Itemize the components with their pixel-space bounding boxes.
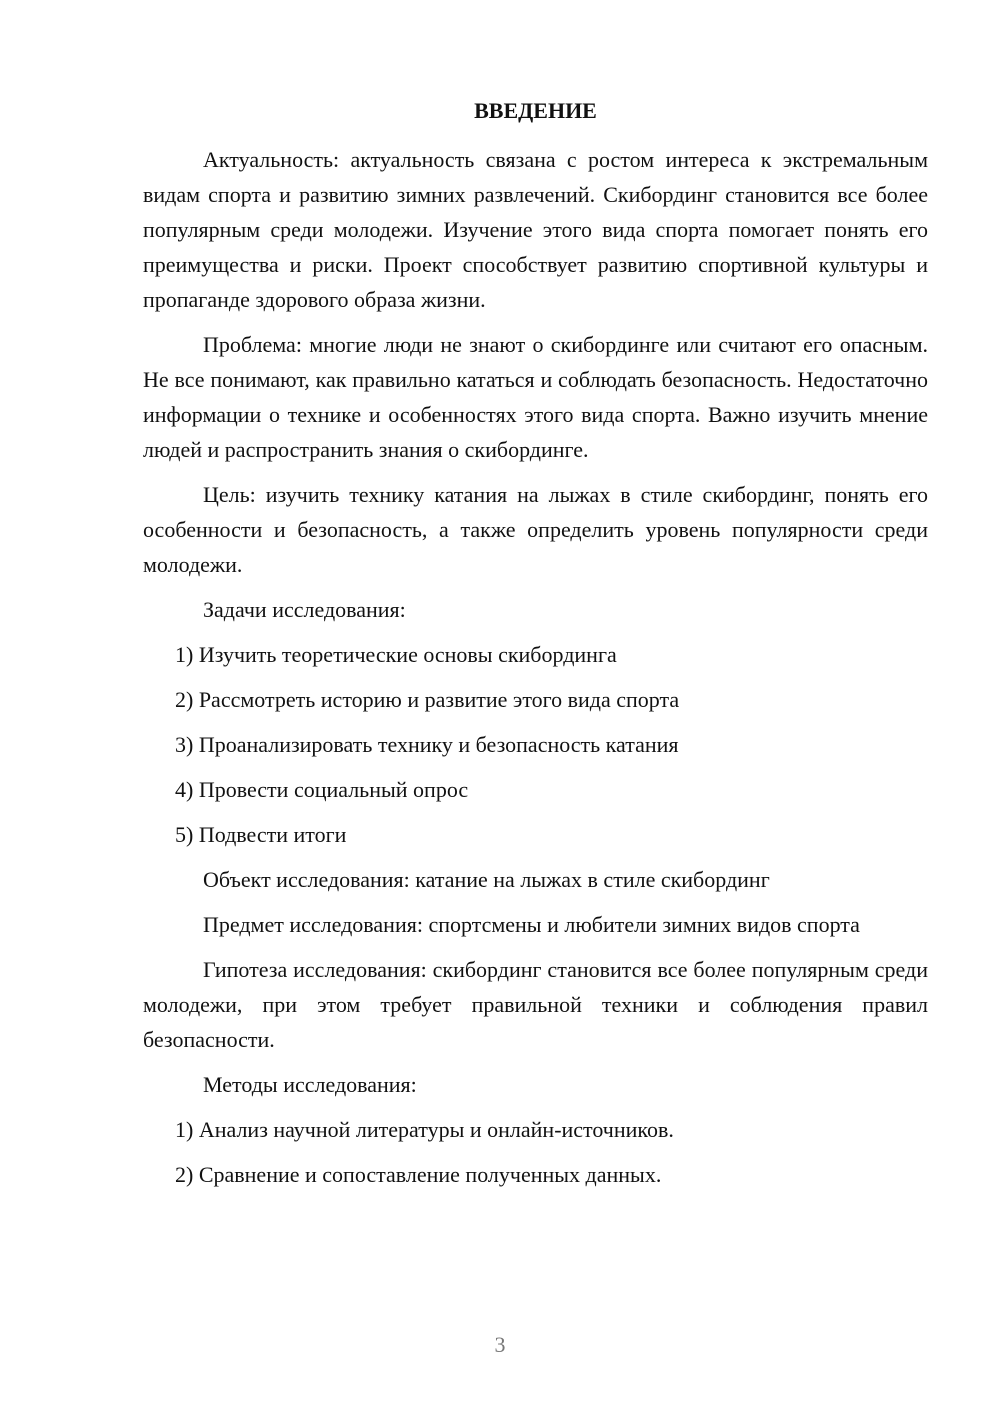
relevance-paragraph: Актуальность: актуальность связана с ростом интереса к экстремальным видам спорта и развитию зимних развлечений. Скибординг становится все более популярным среди молодежи. Изучение этого вида спорта помогает понять его преимущества и риски. Проект способствует развитию спортивной культуры и пропаганде здорового образа жизни. bbox=[143, 147, 928, 312]
tasks-list bbox=[143, 637, 928, 852]
section-title: ВВЕДЕНИЕ bbox=[474, 98, 597, 123]
page-number: 3 bbox=[494, 1332, 506, 1357]
task-item: 1) Изучить теоретические основы скибординга bbox=[175, 642, 617, 667]
task-item: 3) Проанализировать технику и безопасность катания bbox=[175, 732, 679, 757]
task-item: 4) Провести социальный опрос bbox=[175, 777, 469, 802]
goal-paragraph: Цель: изучить технику катания на лыжах в стиле скибординг, понять его особенности и безопасность, а также определить уровень популярности среди молодежи. bbox=[143, 482, 928, 577]
methods-heading: Методы исследования: bbox=[203, 1072, 417, 1097]
method-item: 2) Сравнение и сопоставление полученных данных. bbox=[175, 1162, 662, 1187]
problem-paragraph: Проблема: многие люди не знают о скибординге или считают его опасным. Не все понимают, как правильно кататься и соблюдать безопасность. Недостаточно информации о технике и особенностях этого вида спорта. Важно изучить мнение людей и распространить знания о скибординге. bbox=[143, 332, 928, 462]
task-item: 5) Подвести итоги bbox=[175, 822, 347, 847]
hypothesis-paragraph: Гипотеза исследования: скибординг становится все более популярным среди молодежи, при этом требует правильной техники и соблюдения правил безопасности. bbox=[143, 957, 928, 1052]
task-item: 2) Рассмотреть историю и развитие этого вида спорта bbox=[175, 687, 680, 712]
page-content bbox=[143, 96, 928, 1202]
method-item: 1) Анализ научной литературы и онлайн-источников. bbox=[175, 1117, 674, 1142]
subject-paragraph: Предмет исследования: спортсмены и любители зимних видов спорта bbox=[203, 912, 860, 937]
object-paragraph: Объект исследования: катание на лыжах в стиле скибординг bbox=[203, 867, 770, 892]
methods-list bbox=[143, 1112, 928, 1192]
tasks-heading: Задачи исследования: bbox=[203, 597, 406, 622]
